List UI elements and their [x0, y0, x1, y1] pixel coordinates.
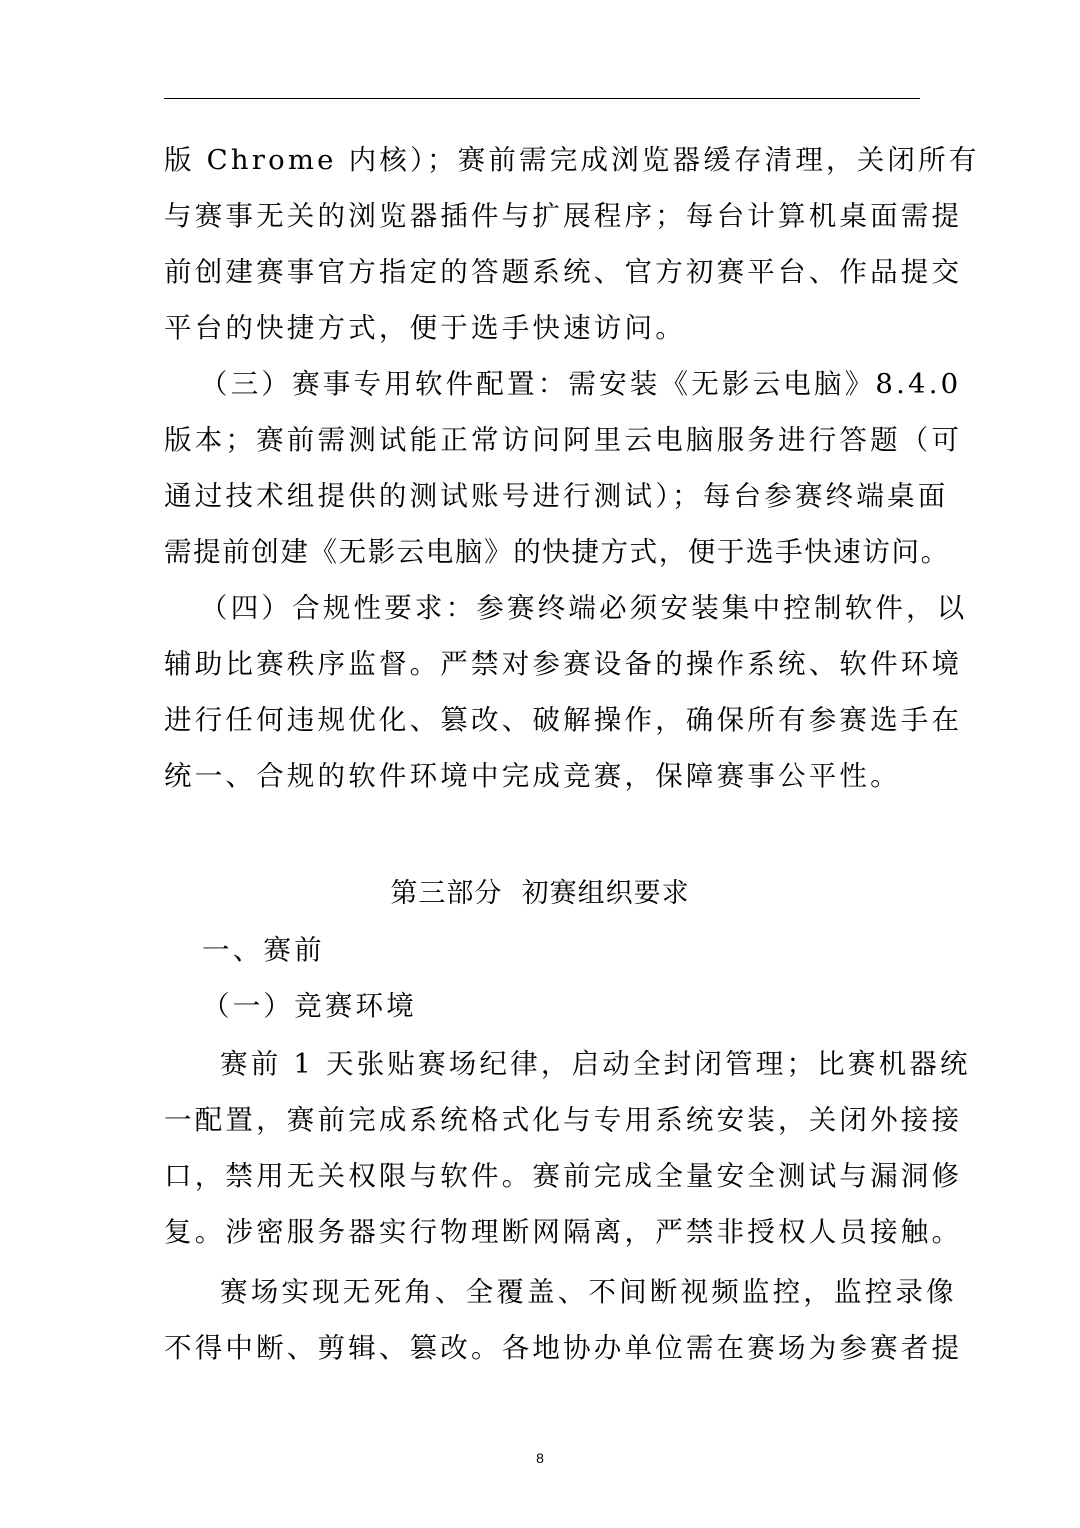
subsection-heading: （一）竞赛环境	[202, 990, 417, 1022]
page-number: 8	[536, 1450, 544, 1466]
paragraph-line: 平台的快捷方式，便于选手快速访问。	[164, 312, 686, 344]
paragraph-line: 统一、合规的软件环境中完成竞赛，保障赛事公平性。	[164, 760, 901, 792]
paragraph-line: （四）合规性要求：参赛终端必须安装集中控制软件，以	[200, 592, 968, 624]
paragraph-line: 前创建赛事官方指定的答题系统、官方初赛平台、作品提交	[164, 256, 963, 288]
paragraph-line: 版本；赛前需测试能正常访问阿里云电脑服务进行答题（可	[164, 424, 963, 456]
paragraph-line: 赛前 1 天张贴赛场纪律，启动全封闭管理；比赛机器统	[220, 1048, 971, 1080]
paragraph-line: 进行任何违规优化、篡改、破解操作，确保所有参赛选手在	[164, 704, 963, 736]
paragraph-line: 版 Chrome 内核）；赛前需完成浏览器缓存清理，关闭所有	[164, 144, 980, 176]
paragraph-line: 需提前创建《无影云电脑》的快捷方式，便于选手快速访问。	[164, 536, 950, 568]
paragraph-line: 口，禁用无关权限与软件。赛前完成全量安全测试与漏洞修	[164, 1160, 963, 1192]
section-heading: 第三部分 初赛组织要求	[390, 878, 690, 909]
subsection-heading: 一、赛前	[202, 934, 325, 966]
paragraph-line: 不得中断、剪辑、篡改。各地协办单位需在赛场为参赛者提	[164, 1332, 963, 1364]
header-rule	[164, 98, 920, 99]
paragraph-line: 与赛事无关的浏览器插件与扩展程序；每台计算机桌面需提	[164, 200, 963, 232]
paragraph-line: （三）赛事专用软件配置：需安装《无影云电脑》8.4.0	[200, 368, 962, 400]
paragraph-line: 赛场实现无死角、全覆盖、不间断视频监控，监控录像	[220, 1276, 957, 1308]
paragraph-line: 辅助比赛秩序监督。严禁对参赛设备的操作系统、软件环境	[164, 648, 963, 680]
paragraph-line: 复。涉密服务器实行物理断网隔离，严禁非授权人员接触。	[164, 1216, 963, 1248]
paragraph-line: 一配置，赛前完成系统格式化与专用系统安装，关闭外接接	[164, 1104, 963, 1136]
paragraph-line: 通过技术组提供的测试账号进行测试）；每台参赛终端桌面	[164, 480, 949, 512]
